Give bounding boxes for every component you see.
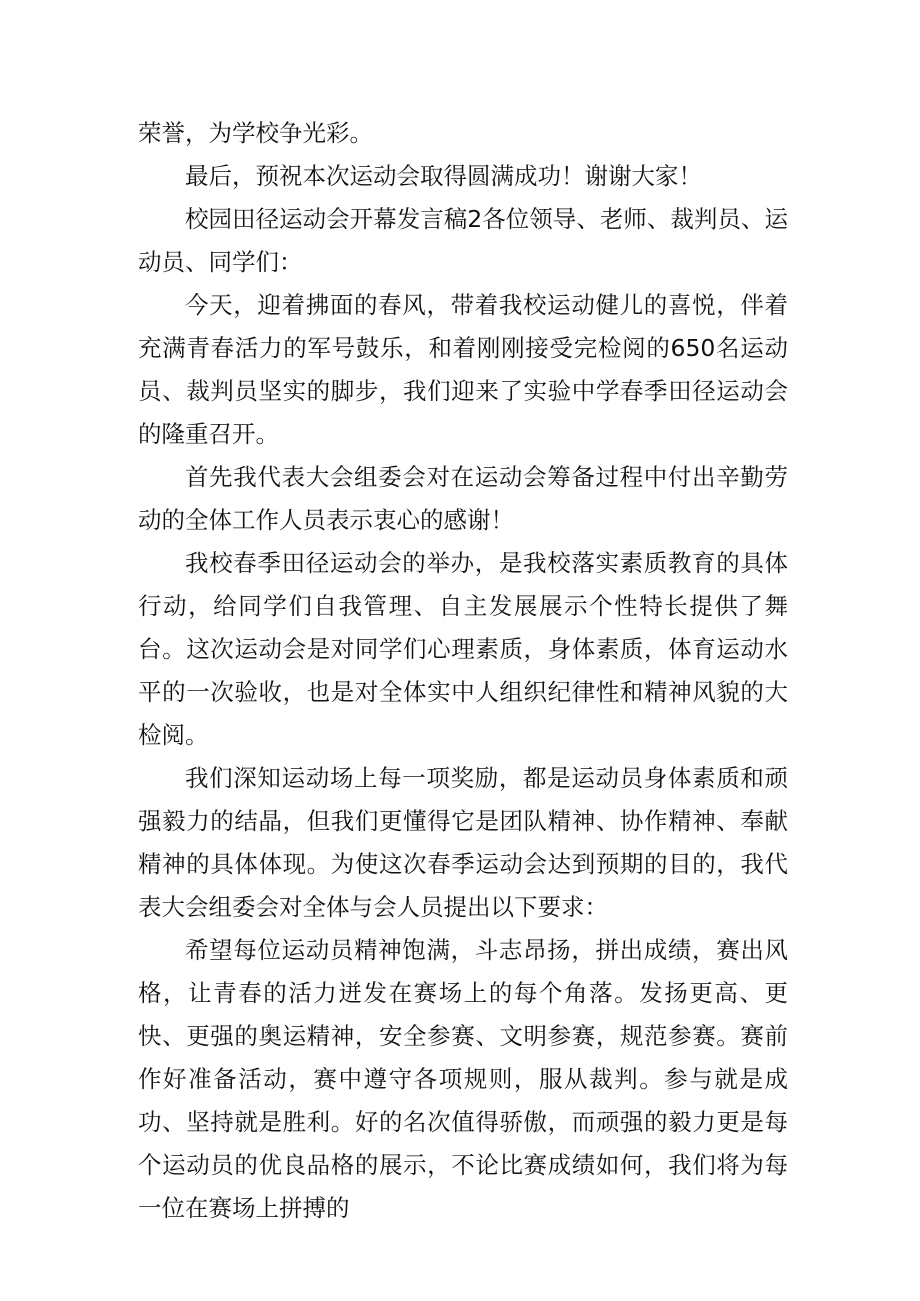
paragraph-6: 我校春季田径运动会的举办，是我校落实素质教育的具体行动，给同学们自我管理、自主发展展示个性特长提供了舞台。这次运动会是对同学们心理素质，身体素质，体育运动水平的一次验收，也是对全体实中人组织纪律性和精神风貌的大检阅。 xyxy=(138,549,788,749)
paragraph-4: 今天，迎着拂面的春风，带着我校运动健儿的喜悦，伴着充满青春活力的军号鼓乐，和着刚刚接受完检阅的650名运动员、裁判员坚实的脚步，我们迎来了实验中学春季田径运动会的隆重召开。 xyxy=(138,291,788,448)
paragraph-8: 希望每位运动员精神饱满，斗志昂扬，拼出成绩，赛出风格，让青春的活力迸发在赛场上的每个角落。发扬更高、更快、更强的奥运精神，安全参赛、文明参赛，规范参赛。赛前作好准备活动，赛中遵守各项规则，服从裁判。参与就是成功、坚持就是胜利。好的名次值得骄傲，而顽强的毅力更是每个运动员的优良品格的展示，不论比赛成绩如何，我们将为每一位在赛场上拼搏的 xyxy=(138,936,788,1222)
paragraph-3: 校园田径运动会开幕发言稿2各位领导、老师、裁判员、运动员、同学们： xyxy=(138,205,788,276)
paragraph-5: 首先我代表大会组委会对在运动会筹备过程中付出辛勤劳动的全体工作人员表示衷心的感谢！ xyxy=(138,463,788,534)
paragraph-7: 我们深知运动场上每一项奖励，都是运动员身体素质和顽强毅力的结晶，但我们更懂得它是团队精神、协作精神、奉献精神的具体体现。为使这次春季运动会达到预期的目的，我代表大会组委会对全体与会人员提出以下要求： xyxy=(138,764,788,921)
paragraph-2: 最后，预祝本次运动会取得圆满成功！谢谢大家！ xyxy=(185,162,702,190)
paragraph-1: 荣誉，为学校争光彩。 xyxy=(138,119,373,147)
document-body xyxy=(138,112,788,1230)
